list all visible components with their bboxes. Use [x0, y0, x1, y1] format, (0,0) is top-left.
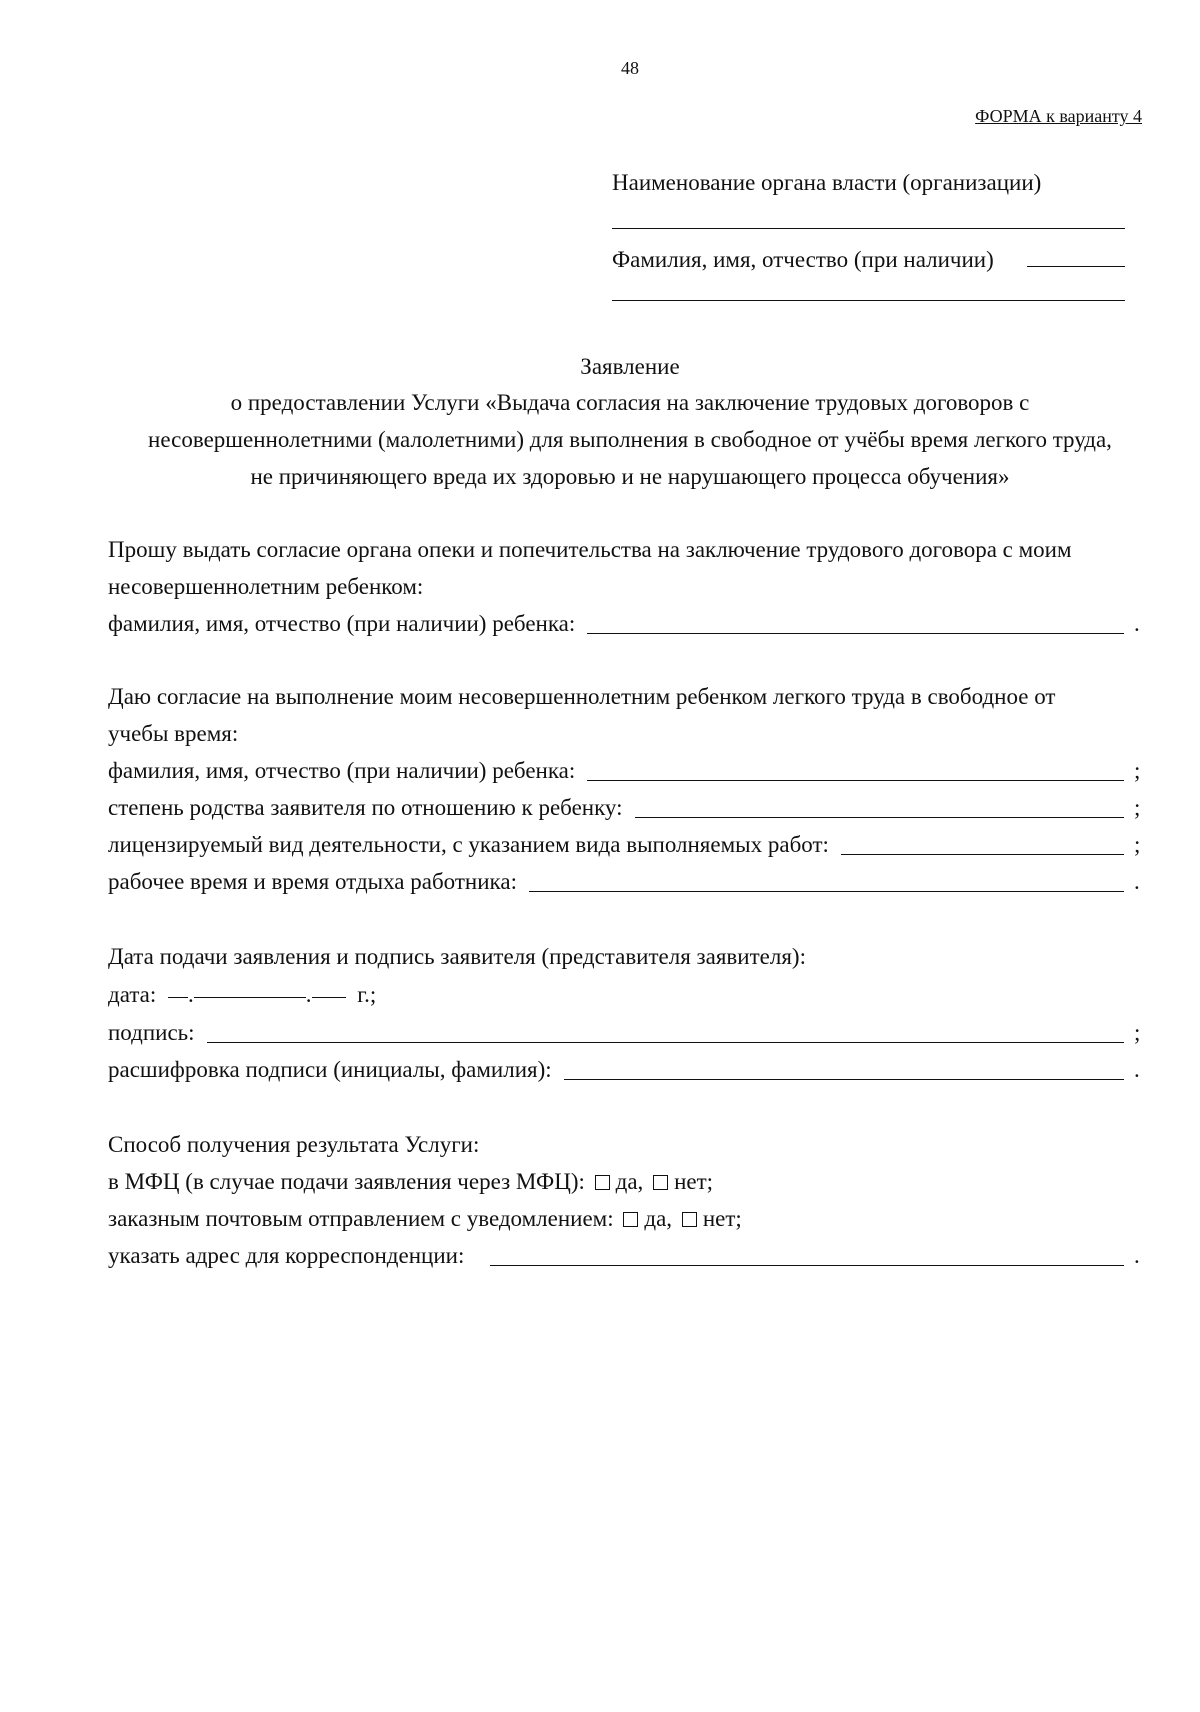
relation-blank[interactable] — [635, 817, 1124, 818]
mfc-no-checkbox[interactable] — [653, 1175, 668, 1190]
address-label: указать адрес для корреспонденции: — [108, 1243, 465, 1268]
consent-child-fio-field — [108, 754, 1142, 787]
mail-yes-label: да, — [644, 1206, 673, 1231]
address-end: . — [1134, 1243, 1140, 1268]
delivery-mail-row — [108, 1202, 742, 1235]
delivery-mfc-row — [108, 1165, 713, 1198]
signature-blank[interactable] — [207, 1042, 1124, 1043]
date-label: дата: — [108, 982, 157, 1007]
consent-child-fio-end: ; — [1134, 758, 1141, 783]
page-number: 48 — [621, 58, 639, 78]
worktime-label: рабочее время и время отдыха работника: — [108, 869, 517, 894]
activity-label: лицензируемый вид деятельности, с указанием вида выполняемых работ: — [108, 832, 829, 857]
worktime-field — [108, 865, 1142, 898]
address-field — [108, 1239, 1142, 1272]
authority-blank[interactable] — [612, 228, 1125, 229]
signature-end: ; — [1134, 1020, 1141, 1045]
relation-end: ; — [1134, 795, 1141, 820]
date-suffix: г.; — [357, 982, 377, 1007]
request-child-fio-blank[interactable] — [587, 633, 1124, 634]
date-day-blank[interactable] — [168, 997, 188, 998]
signature-intro: Дата подачи заявления и подпись заявителя (представителя заявителя): — [108, 944, 806, 969]
date-dot-2: . — [305, 982, 312, 1007]
fio-blank[interactable] — [612, 300, 1125, 301]
date-dot-1: . — [188, 982, 194, 1007]
mfc-no-label: нет; — [674, 1169, 714, 1194]
decode-label: расшифровка подписи (инициалы, фамилия): — [108, 1057, 552, 1082]
date-year-blank[interactable] — [312, 997, 346, 998]
request-child-fio-field — [108, 607, 1142, 640]
decode-blank[interactable] — [564, 1079, 1124, 1080]
fio-label: Фамилия, имя, отчество (при наличии) — [612, 247, 994, 272]
document-title: Заявление — [580, 354, 680, 379]
relation-label: степень родства заявителя по отношению к ребенку: — [108, 795, 623, 820]
decode-end: . — [1134, 1057, 1140, 1082]
fio-blank-inline[interactable] — [1027, 266, 1125, 267]
mfc-yes-checkbox[interactable] — [595, 1175, 610, 1190]
delivery-mail-label: заказным почтовым отправлением с уведомлением: — [108, 1206, 614, 1231]
signature-label: подпись: — [108, 1020, 195, 1045]
worktime-end: . — [1134, 869, 1140, 894]
consent-line-1: Даю согласие на выполнение моим несовершеннолетним ребенком легкого труда в свободное от — [108, 684, 1056, 709]
delivery-intro: Способ получения результата Услуги: — [108, 1132, 480, 1157]
mail-no-label: нет; — [702, 1206, 742, 1231]
activity-end: ; — [1134, 832, 1141, 857]
title-line-2: несовершеннолетними (малолетними) для выполнения в свободное от учёбы время легкого труда, — [148, 427, 1112, 452]
consent-child-fio-blank[interactable] — [587, 780, 1124, 781]
signature-field — [108, 1016, 1142, 1049]
activity-field — [108, 828, 1142, 861]
title-line-3: не причиняющего вреда их здоровью и не нарушающего процесса обучения» — [250, 464, 1010, 489]
request-line-1: Прошу выдать согласие органа опеки и попечительства на заключение трудового договора с моим — [108, 537, 1072, 562]
mfc-yes-label: да, — [615, 1169, 644, 1194]
consent-child-fio-label: фамилия, имя, отчество (при наличии) ребенка: — [108, 758, 576, 783]
request-line-2: несовершеннолетним ребенком: — [108, 574, 424, 599]
date-month-blank[interactable] — [194, 997, 306, 998]
date-field — [108, 978, 376, 1011]
mail-no-checkbox[interactable] — [682, 1212, 697, 1227]
activity-blank[interactable] — [841, 854, 1124, 855]
title-line-1: о предоставлении Услуги «Выдача согласия на заключение трудовых договоров с — [230, 390, 1030, 415]
request-child-fio-end: . — [1134, 611, 1140, 636]
relation-field — [108, 791, 1142, 824]
authority-label: Наименование органа власти (организации) — [612, 170, 1042, 195]
mail-yes-checkbox[interactable] — [623, 1212, 638, 1227]
worktime-blank[interactable] — [529, 891, 1124, 892]
consent-line-2: учебы время: — [108, 721, 239, 746]
form-label: ФОРМА к варианту 4 — [975, 106, 1142, 126]
address-blank[interactable] — [490, 1265, 1124, 1266]
decode-field — [108, 1053, 1142, 1086]
delivery-mfc-label: в МФЦ (в случае подачи заявления через МФЦ): — [108, 1169, 585, 1194]
request-child-fio-label: фамилия, имя, отчество (при наличии) ребенка: — [108, 611, 576, 636]
